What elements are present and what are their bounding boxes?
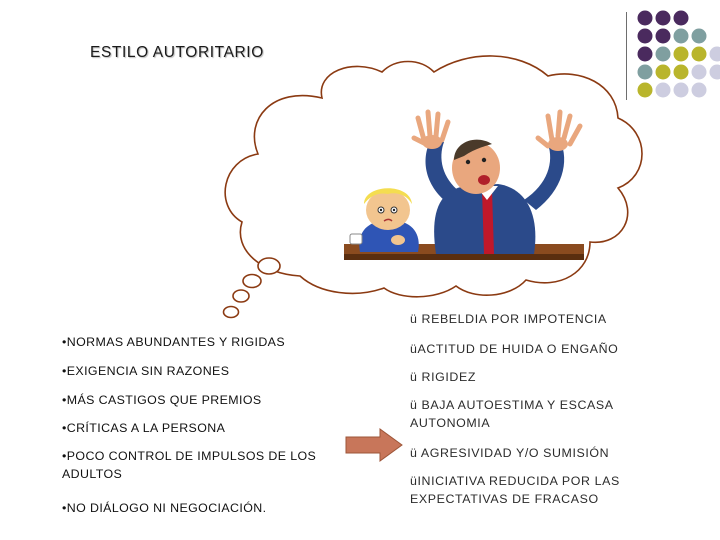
list-item: •NO DIÁLOGO NI NEGOCIACIÓN. <box>62 501 267 515</box>
list-item: •NORMAS ABUNDANTES Y RIGIDAS <box>62 335 286 349</box>
right-arrow-icon <box>344 428 404 462</box>
list-item: ü AGRESIVIDAD Y/O SUMISIÓN <box>410 446 610 460</box>
angry-adult-child-illustration <box>326 104 604 266</box>
list-item: •CRÍTICAS A LA PERSONA <box>62 421 226 435</box>
list-item: ü REBELDIA POR IMPOTENCIA <box>410 312 607 326</box>
list-item: •MÁS CASTIGOS QUE PREMIOS <box>62 393 262 407</box>
list-item: üACTITUD DE HUIDA O ENGAÑO <box>410 342 619 356</box>
list-item: •EXIGENCIA SIN RAZONES <box>62 364 230 378</box>
slide-title: ESTILO AUTORITARIO <box>90 44 264 61</box>
list-item: üINICIATIVA REDUCIDA POR LAS EXPECTATIVAS DE FRACASO <box>410 474 620 506</box>
list-item: •POCO CONTROL DE IMPULSOS DE LOS ADULTOS <box>62 449 317 481</box>
list-item: ü BAJA AUTOESTIMA Y ESCASA AUTONOMIA <box>410 398 613 430</box>
list-item: ü RIGIDEZ <box>410 370 476 384</box>
